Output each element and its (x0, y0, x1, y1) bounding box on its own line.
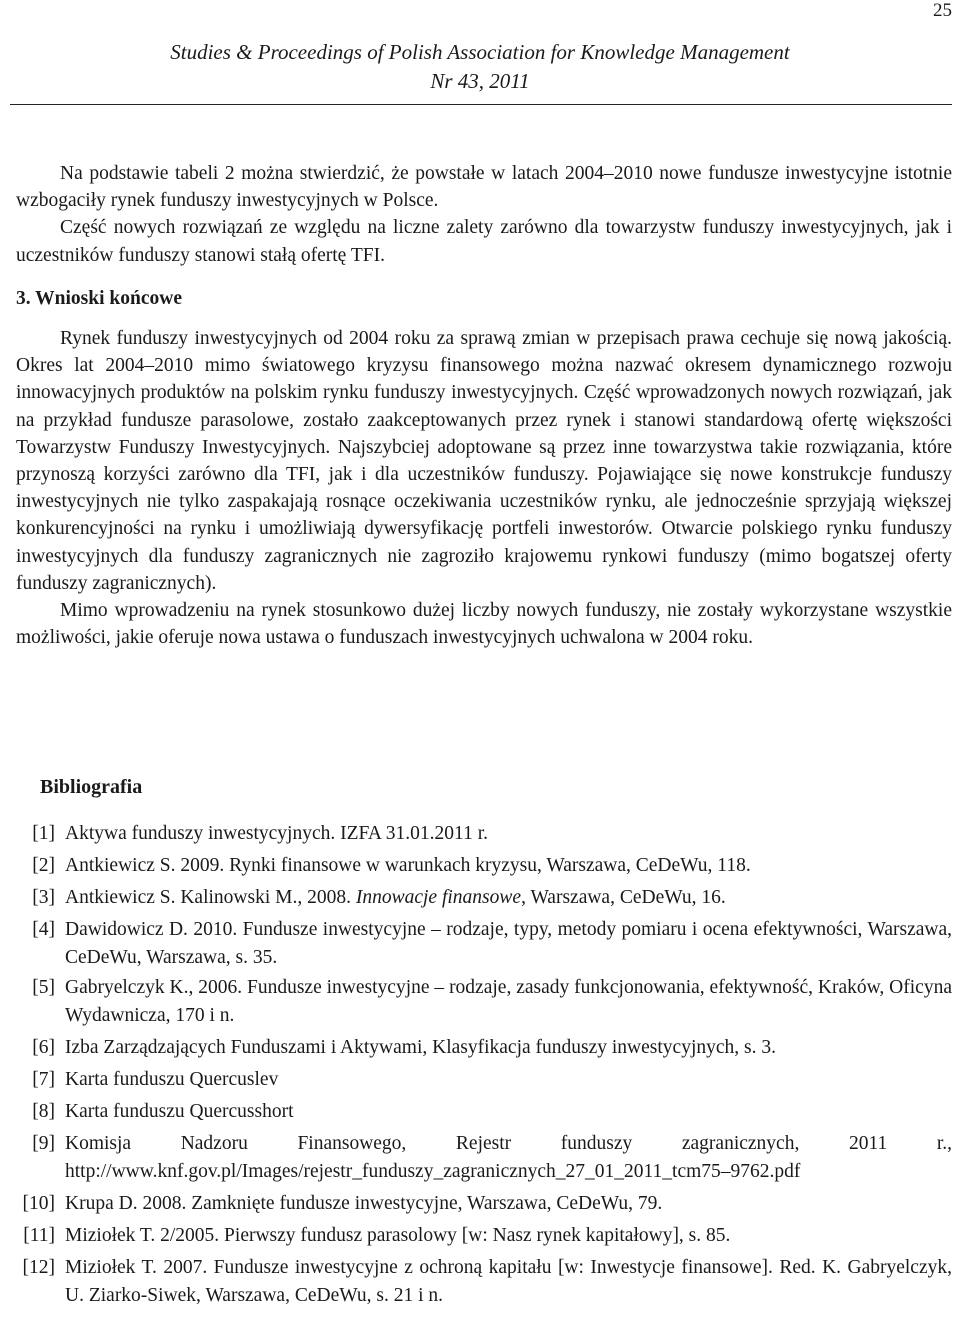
journal-issue: Nr 43, 2011 (430, 69, 530, 93)
conclusion-paragraph: Mimo wprowadzeniu na rynek stosunkowo dużej liczby nowych funduszy, nie zostały wykorzystane wszystkie możliwości, jakie oferuje nowa ustawa o funduszach inwestycyjnych uchwalona w 2004 roku. (16, 600, 952, 649)
intro-paragraph: Na podstawie tabeli 2 można stwierdzić, że powstałe w latach 2004–2010 nowe fundusze inwestycyjne istotnie wzbogaciły rynek funduszy inwestycyjnych w Polsce. (16, 163, 952, 212)
bibliography-item (0, 1096, 952, 1128)
bibliography-number: [1] (32, 823, 55, 844)
bibliography-number: [4] (32, 919, 55, 940)
bibliography-number: [11] (23, 1225, 55, 1246)
intro-paragraph: Część nowych rozwiązań ze względu na liczne zalety zarówno dla towarzystw funduszy inwestycyjnych, jak i uczestników funduszy stanowi stałą ofertę TFI. (16, 217, 952, 266)
bibliography-number: [9] (32, 1133, 55, 1154)
bibliography-text: Karta funduszu Quercuslev (65, 1069, 279, 1090)
bibliography-text-author: Antkiewicz S. Kalinowski M., 2008. (65, 887, 356, 908)
bibliography-text: Miziołek T. 2007. Fundusze inwestycyjne z ochroną kapitału [w: Inwestycje finansowe]. Red. K. Gabryelczyk, U. Ziarko-Siwek, Warszawa, CeDeWu, s. 21 i n. (65, 1257, 952, 1306)
bibliography-book-title: Innowacje finansowe (355, 887, 522, 908)
bibliography-item (0, 850, 952, 882)
bibliography-number: [2] (32, 855, 55, 876)
bibliography-text: Izba Zarządzających Funduszami i Aktywami, Klasyfikacja funduszy inwestycyjnych, s. 3. (65, 1037, 776, 1058)
bibliography-heading: Bibliografia (40, 776, 143, 798)
bibliography-item (0, 818, 952, 850)
conclusion-paragraph: Rynek funduszy inwestycyjnych od 2004 roku za sprawą zmian w przepisach prawa cechuje się nową jakością. Okres lat 2004–2010 mimo światowego kryzysu finansowego można nazwać okresem dynamicznego rozwoju innowacyjnych produktów na polskim rynku funduszy inwestycyjnych. Część wprowadzonych nowych rozwiązań, jak na przykład fundusze parasolowe, zostało zaakceptowanych przez rynek i stanowi standardową ofertę większości Towarzystw Funduszy Inwestycyjnych. Najszybciej adoptowane są przez inne towarzystwa takie rozwiązania, które przynoszą korzyści zarówno dla TFI, jak i dla uczestników funduszy. Pojawiające się nowe konstrukcje funduszy inwestycyjnych nie tylko zaspakajają rosnące oczekiwania uczestników rynku, ale jednocześnie sprzyjają większej konkurencyjności na rynku i umożliwiają dywersyfikację portfeli inwestorów. Otwarcie polskiego rynku funduszy inwestycyjnych dla funduszy zagranicznych nie zagroziło krajowemu rynkowi funduszy (mimo bogatszej oferty funduszy zagranicznych). (16, 328, 952, 594)
article-body (16, 160, 952, 651)
bibliography-item (0, 882, 952, 914)
bibliography-number: [5] (32, 977, 55, 998)
bibliography-item (0, 974, 952, 1030)
bibliography-item (0, 1064, 952, 1096)
bibliography-text: Komisja Nadzoru Finansowego, Rejestr funduszy zagranicznych, 2011 r., http://www.knf.gov.pl/Images/rejestr_funduszy_zagranicznych_27_01_2011_tcm75–9762.pdf (65, 1133, 952, 1182)
section-heading: 3. Wnioski końcowe (16, 287, 182, 309)
bibliography-number: [10] (22, 1193, 55, 1214)
bibliography-text: Dawidowicz D. 2010. Fundusze inwestycyjne – rodzaje, typy, metody pomiaru i ocena efektywności, Warszawa, CeDeWu, Warszawa, s. 35. (65, 919, 952, 968)
bibliography-number: [8] (32, 1101, 55, 1122)
bibliography-text: Karta funduszu Quercusshort (65, 1101, 294, 1122)
bibliography-text: Antkiewicz S. 2009. Rynki finansowe w warunkach kryzysu, Warszawa, CeDeWu, 118. (65, 855, 751, 876)
bibliography-list (0, 818, 952, 1312)
bibliography-text: Aktywa funduszy inwestycyjnych. IZFA 31.01.2011 r. (65, 823, 488, 844)
bibliography-item (0, 1188, 952, 1220)
bibliography-text: Miziołek T. 2/2005. Pierwszy fundusz parasolowy [w: Nasz rynek kapitałowy], s. 85. (65, 1225, 731, 1246)
bibliography-number: [12] (22, 1257, 55, 1278)
bibliography-text-publisher: , Warszawa, CeDeWu, 16. (521, 887, 726, 908)
bibliography-number: [3] (32, 887, 55, 908)
bibliography-number: [6] (32, 1037, 55, 1058)
running-header (0, 38, 960, 96)
bibliography-item (0, 1032, 952, 1064)
page-number: 25 (933, 0, 952, 21)
bibliography-item (0, 1220, 952, 1252)
bibliography-item (0, 1130, 952, 1186)
bibliography-item (0, 1254, 952, 1310)
journal-title: Studies & Proceedings of Polish Association for Knowledge Management (170, 40, 790, 64)
bibliography-text: Gabryelczyk K., 2006. Fundusze inwestycyjne – rodzaje, zasady funkcjonowania, efektywność, Kraków, Oficyna Wydawnicza, 170 i n. (65, 977, 952, 1026)
bibliography-number: [7] (32, 1069, 55, 1090)
bibliography-text: Krupa D. 2008. Zamknięte fundusze inwestycyjne, Warszawa, CeDeWu, 79. (65, 1193, 663, 1214)
bibliography-item (0, 916, 952, 972)
header-divider (10, 104, 952, 105)
